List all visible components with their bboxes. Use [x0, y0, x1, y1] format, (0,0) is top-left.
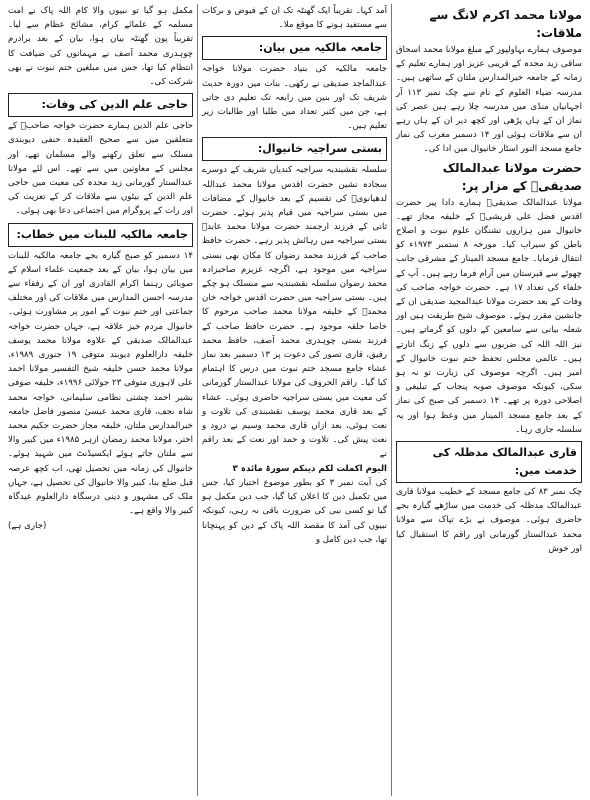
continued-label: (جاری ہے) — [8, 520, 47, 531]
column-middle — [198, 4, 392, 796]
paragraph: سلسلہ نقشبندیہ سراجیہ کندیاں شریف کے دوسرے سجادہ نشین حضرت اقدس مولانا محمد عبداللہ لدھیانویؒ کی تقسیم کے بعد خانیوال کے مضافات میں بستی سراجیہ میں قیام پذیر ہوئے۔ حضرت ثانی کے فرزند ارجمند حضرت مولانا محمد عابدؒ بستی سراجیہ میں رہائش پذیر رہے۔ حضرت حافظ صاحب کے فرزند محمد رضوان کا مکان بھی بستی سراجیہ میں موجود ہے، اگرچہ عزیزم صاحبزادہ محمد رضوان سلسلہ نقشبندیہ سے منسلک ہو چکے ہیں۔ بستی سراجیہ میں حضرت اقدس خواجہ خان محمدؒ کے خلیفہ مولانا محمد صاحب مرحوم کا خاصا حلقہ موجود ہے۔ حضرت حافظ صاحب کے فرزند بستی چوہدری محمد آصف، حافظ محمد رفیق، قاری تصور کی دعوت پر ۱۳ دسمبر بعد نماز عشاء جامع مسجد ختم نبوت میں درس کا اہتمام کیا گیا۔ راقم الحروف کی مولانا عبدالستار گورمانی کی معیت میں بستی سراجیہ حاضری ہوئی۔ عشاء کے بعد قاری محمد یوسف نقشبندی کی تلاوت و نعت ہوئی، بعد ازاں قاری محمد وسیم نے درود و نعت پیش کی۔ تلاوت و حمد اور نعت کے بعد راقم نے — [202, 165, 388, 460]
paragraph: کی آیت نمبر ۳ کو بطور موضوع اختیار کیا، جس میں تکمیل دین کا اعلان کیا گیا، جب دین مکمل ہو گیا تو کسی نبی کی ضرورت باقی نہ رہی، کیونکہ نبیوں کی آمد کا مقصد اللہ پاک کے دین کو پہنچانا تھا، جب دین کامل و — [202, 477, 387, 545]
paragraph: ۱۴ دسمبر کو صبح گیارہ بجے جامعہ مالکیہ للبنات میں بیان ہوا، بیان کے بعد جمعیت علماء اسلام کے صوبائی رہنما اکرام القادری اور ان کے رفقاء سے مدرسہ احسن المدارس میں ملاقات کی اور مختلف جماعتی اور ختم نبوت کے امور پر مشاورت ہوئی۔ خانیوال مردم خیز علاقہ ہے، جہاں حضرت خواجہ عبدالمالک صدیقی کے علاوہ مولانا محمد یوسف خلیفہ دارالعلوم دیوبند متوفی ۱۹ جنوری ۱۹۸۹ء، مولانا محمد حسن خلیفہ شیخ التفسیر مولانا احمد علی لاہوری متوفی ۲۳ جولائی ۱۹۹۶ء، خلیفہ صوفی بشیر احمد چشتی نظامی سلیمانی، خواجہ محمد شاہ نجف، قاری محمد عیسیٰ منصور فاضل جامعہ خیرالمدارس ملتان، خلیفہ مجاز حضرت حکیم محمد اختر، مولانا محمد رمضان ازہر ۱۹۸۵ء میں کبیر والا سے ملتان جاتے ہوئے ایکسیڈنٹ میں شہید ہوئے۔ خانیوال کی زمانہ میں تحصیل تھی، اب کچھ عرصہ قبل ضلع بنا، کبیر والا خانیوال کی تحصیل ہے، جہاں ملک کی مشہور و دینی درسگاہ دارالعلوم عیدگاہ کبیر والا واقع ہے۔ — [8, 250, 194, 517]
paragraph: موصوف ہمارے بہاولپور کے مبلغ مولانا محمد اسحاق ساقی زید مجدہ کے قریبی عزیز اور ہمارے تعلیم کے زمانہ کے جامعہ خیرالمدارس ملتان کے ساتھی ہیں۔ مدرسہ ضیاء العلوم کے نام سے چک نمبر ۱۱۳ آر اجہانیاں منڈی میں مدرسہ چلا رہے ہیں عصر کی نماز ان کے ہاں پڑھی اور کچھ دیر ان کے ہاں رہے ان سے ملاقات ہوئی اور ۱۴ دسمبر مغرب کی نماز جامع مسجد النور اسٹار خانیوال میں ادا کی۔ — [396, 45, 582, 155]
column-right — [392, 4, 586, 796]
column-left — [4, 4, 198, 796]
heading-meeting-akram: مولانا محمد اکرم لانگ سے ملاقات: — [429, 8, 582, 40]
paragraph: آمد کہا۔ تقریباً ایک گھنٹہ تک ان کے فیوض و برکات سے مستفید ہونے کا موقع ملا۔ — [202, 6, 387, 31]
heading-qari-abdulmalik: قاری عبدالمالک مدظلہ کی خدمت میں: — [396, 441, 582, 483]
paragraph: چک نمبر ۸۳ کی جامع مسجد کے خطیب مولانا قاری عبدالمالک مدظلہ کی خدمت میں ساڑھے گیارہ بجے حاضری ہوئی۔ موصوف نے بڑے تپاک سے مولانا محمد عبدالستار گورمانی اور راقم کا استقبال کیا اور خوش — [396, 487, 583, 554]
heading-basti-sirajia: بستی سراجیہ خانیوال: — [202, 137, 387, 161]
paragraph: حاجی علم الدین ہمارے حضرت خواجہ صاحبؒ کے متعلقین میں سے صحیح العقیدہ حنفی دیوبندی مسلک سے تعلق رکھنے والے مسلمان تھے، اور مجلس کے معاونین میں سے تھے۔ اس لئے مولانا عبدالستار گورمانی زید مجدہ کی معیت میں حاجی علم الدین کے بیٹوں سے ملاقات کر کے تعزیت کی اور رات کے پروگرام میں اجتماعی دعا بھی ہوئی۔ — [8, 121, 193, 217]
heading-jamia-malikia: جامعہ مالکیہ میں بیان: — [202, 36, 387, 60]
heading-mazar-abdulmalik: حضرت مولانا عبدالمالک صدیقیؒ کے مزار پر: — [442, 160, 582, 193]
quran-verse: الیوم اکملت لکم دینکم سورۃ مائدہ ۳ — [232, 463, 387, 474]
paragraph: جامعہ مالکیہ کی بنیاد حضرت مولانا خواجہ عبدالماجد صدیقی نے رکھی۔ بنات میں دورہ حدیث شریف تک اور بنین میں رابعہ تک تعلیم دی جاتی ہے، جن میں کثیر تعداد میں طلبا اور طالبات زیر تعلیم ہیں۔ — [202, 64, 387, 132]
paragraph: مولانا عبدالمالک صدیقیؒ ہمارے دادا پیر حضرت اقدس فضل علی قریشیؒ کے خلیفہ مجاز تھے۔ خانیوال میں ہزاروں تشنگان علوم نبوت و اصلاح باطن کو سیراب کیا۔ مورخہ ۸ ستمبر ۱۹۷۳ء کو انتقال فرمایا۔ جامع مسجد المینار کے مشرقی جانب چھوٹے سے قبرستان میں آرام فرما رہے ہیں۔ آپ کے خلفاء کی تعداد ۱۷ ہے۔ حضرت خواجہ صاحب کی وفات کے بعد حضرت مولانا عبدالمجید صدیقی ان کے جانشین مقرر ہوئے۔ موصوف شیخ طریقت ہیں اور شعلہ بیانی سے سامعین کے دلوں کو گرماتے ہیں۔ نیز اللہ اللہ کی ضربوں سے دلوں کے زنگ اتارتے ہیں۔ عالمی مجلس تحفظ ختم نبوت خانیوال کے امیر ہیں۔ اگرچہ موصوف کی زیارت تو نہ ہو سکی، کیونکہ موصوف صوبہ پنجاب کے تبلیغی و اصلاحی دورہ پر تھے۔ ۱۴ دسمبر کی صبح کی نماز کے بعد جامع مسجد المینار میں وعظ ہوا اور یہ سلسلہ جاری رہا۔ — [396, 197, 582, 435]
heading-haji-ilmuddin: حاجی علم الدین کی وفات: — [8, 93, 193, 117]
heading-lil-banat: جامعہ مالکیہ للبنات میں خطاب: — [8, 223, 193, 247]
paragraph: مکمل ہو گیا تو نبیوں والا کام اللہ پاک نے امت مسلمہ کے علمائے کرام، مشائخ عظام سے لیا۔ تقریباً پون گھنٹہ بیان ہوا، بیان کے بعد برادرم چوہدری محمد آصف نے مہمانوں کی ضیافت کا انتظام کیا تھا، جس میں مبلغین ختم نبوت نے بھی شرکت کی۔ — [8, 6, 193, 88]
